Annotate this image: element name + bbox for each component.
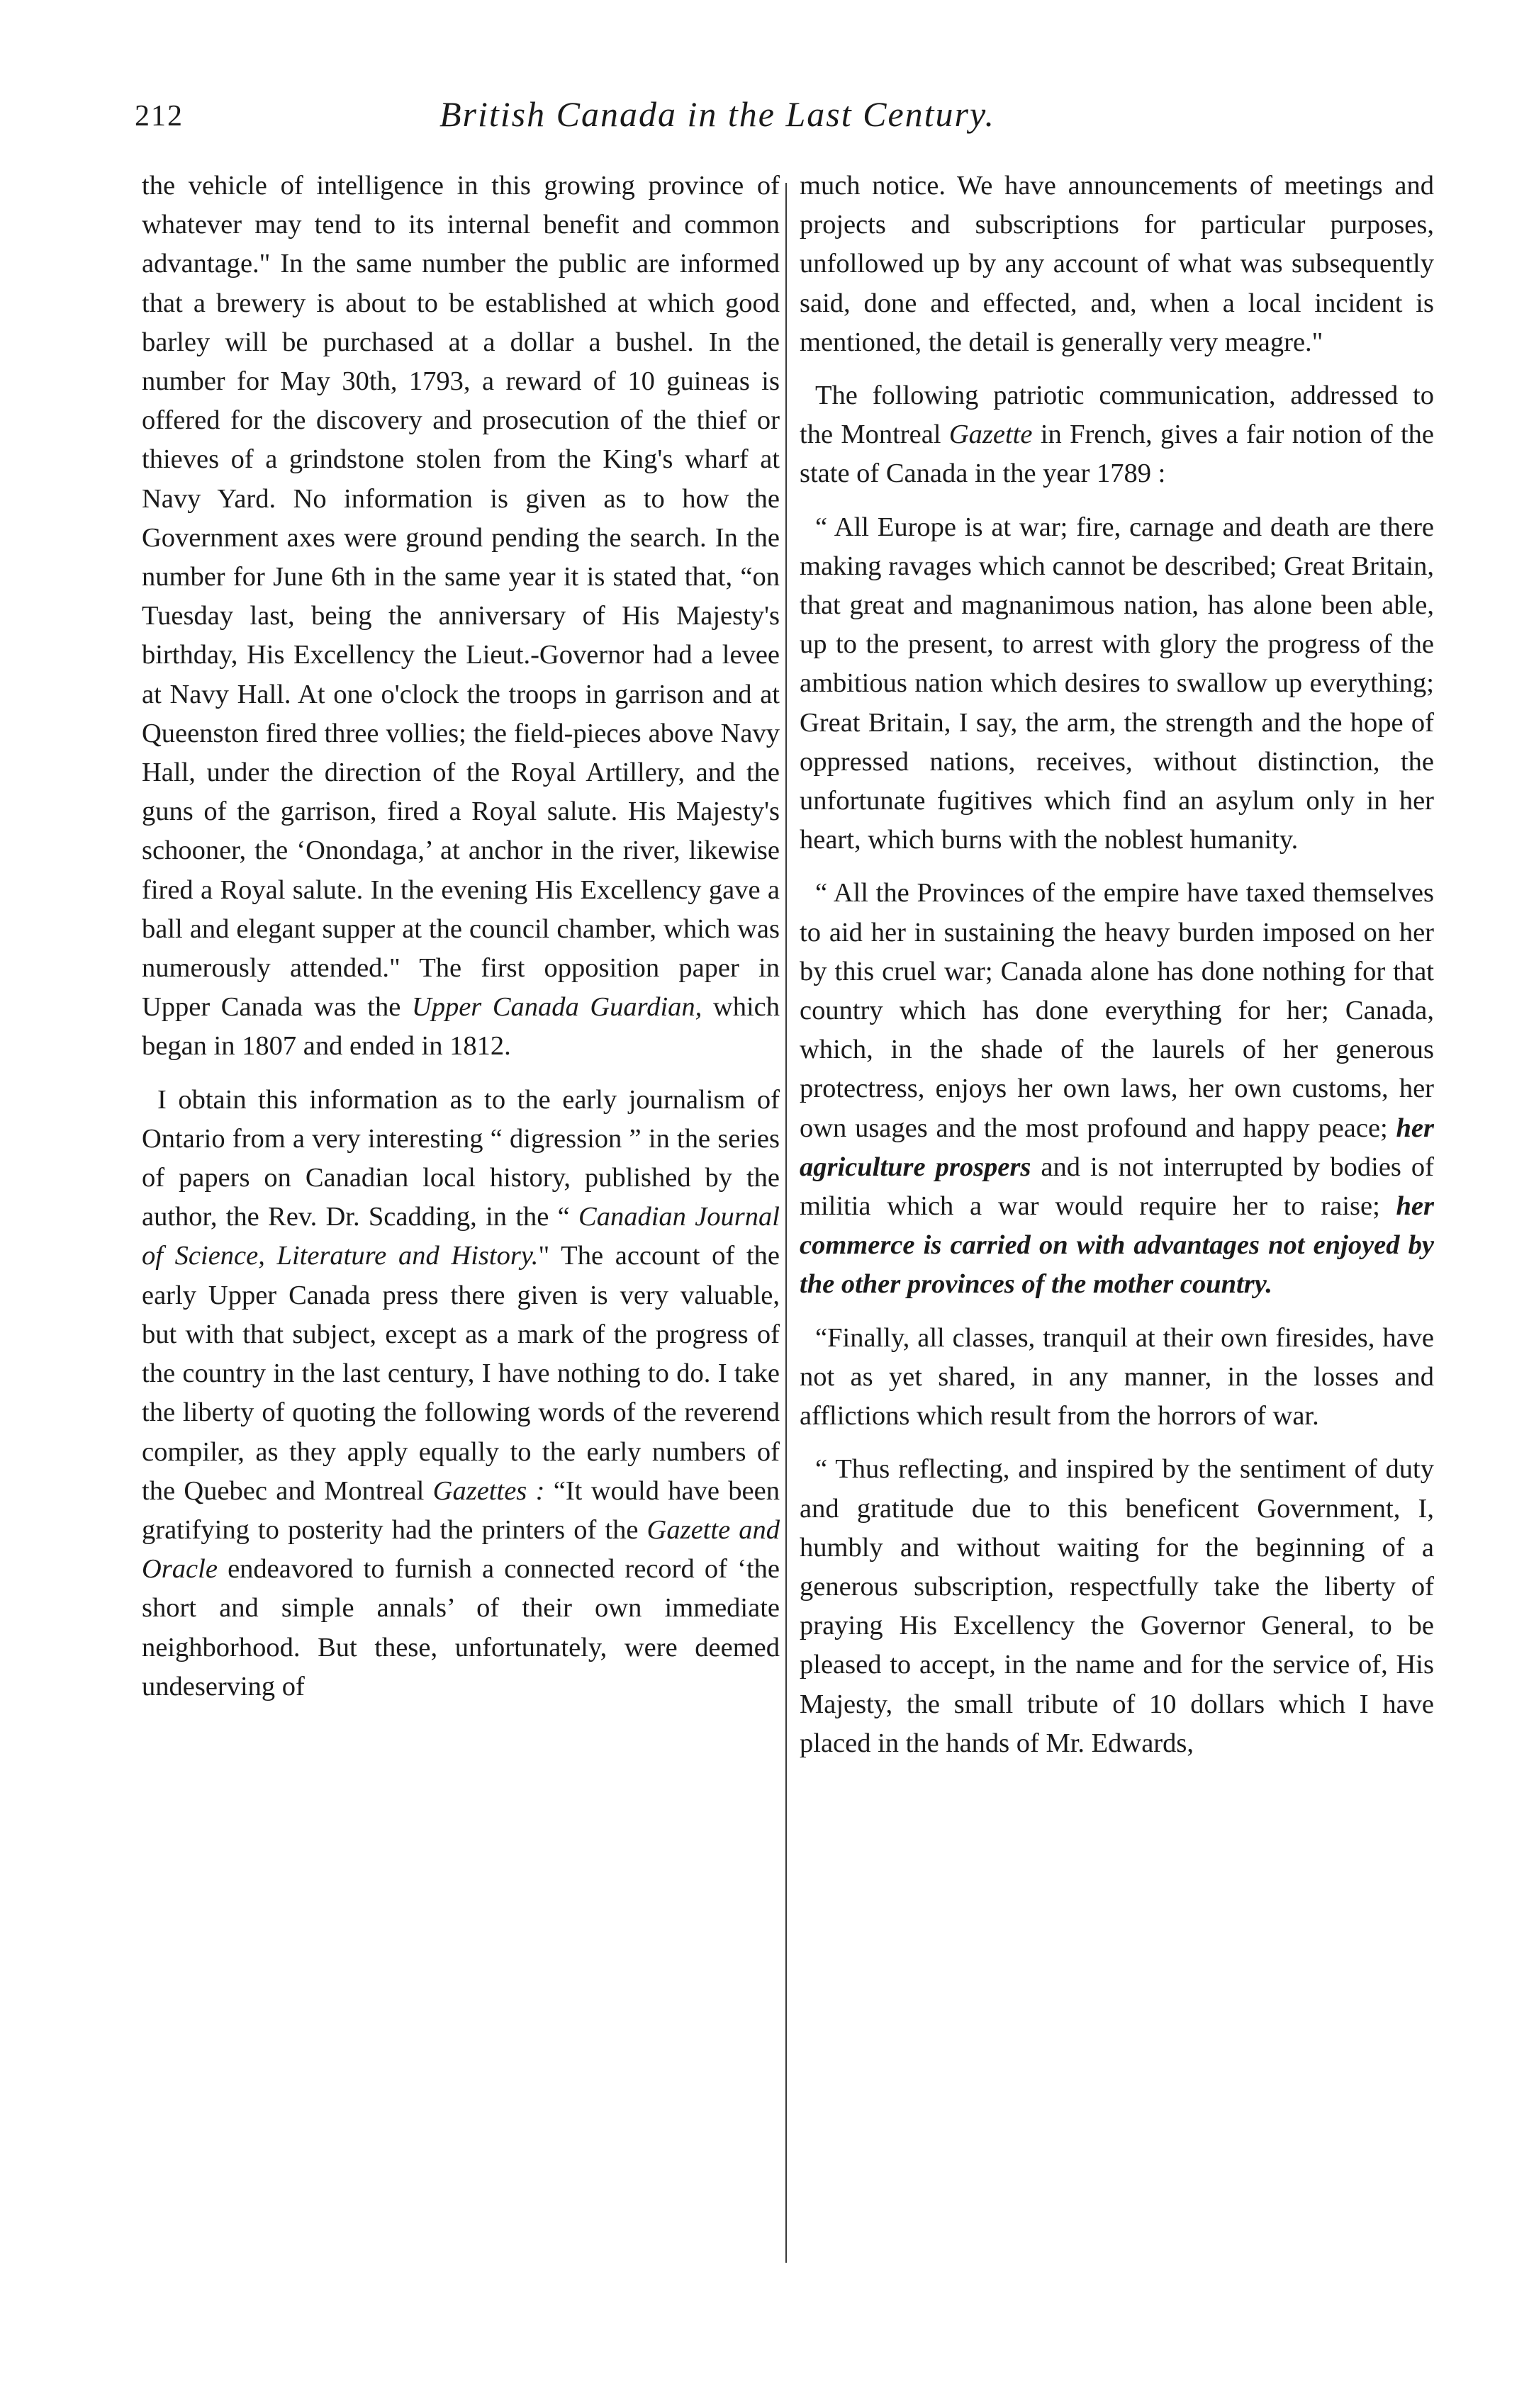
right-p4-emphasis-commerce: her commerce is carried on with advantages not enjoyed by the other provinces of the mother country. <box>800 1191 1434 1300</box>
right-column <box>800 167 1434 2285</box>
left-p1-italic-title: Upper Canada Guardian, <box>411 992 702 1023</box>
left-column <box>142 167 780 2285</box>
left-p2-text: I obtain this information as to the early journalism of Ontario from a very interesting “ digression ” in the series of papers on Canadian local history, published by the author, the Rev. Dr. Scadding, in the “ <box>142 1084 780 1232</box>
right-p4-text: “ All the Provinces of the empire have taxed themselves to aid her in sustaining the heavy burden imposed on her by this cruel war; Canada alone has done nothing for that country which has done everything for her; Canada, which, in the shade of the laurels of her generous protectress, enjoys her own laws, her own customs, her own usages and the most profound and happy peace; <box>800 878 1434 1143</box>
left-p2-text-4: endeavored to furnish a connected record of ‘the short and simple annals’ of their own immediate neighborhood. But these, unfortunately, were deemed undeserving of <box>142 1554 780 1701</box>
right-paragraph-2 <box>800 376 1434 494</box>
right-p2-italic-gazette: Gazette <box>948 420 1033 450</box>
left-p2-italic-oracle: Gazette and Oracle <box>142 1514 780 1585</box>
column-divider <box>785 183 787 2263</box>
right-p2-text: The following patriotic communication, addressed to the Montreal <box>800 381 1434 450</box>
left-paragraph-2 <box>142 1081 780 1706</box>
right-p4-text-2: and is not interrupted by bodies of militia which a war would require her to raise; <box>800 1152 1434 1222</box>
left-p2-italic-journal: Canadian Journal of Science, Literature and History. <box>142 1202 780 1271</box>
right-paragraph-5: “Finally, all classes, tranquil at their own firesides, have not as yet shared, in any manner, in the losses and afflictions which result from the horrors of war. <box>800 1322 1434 1431</box>
page-number: 212 <box>135 100 184 133</box>
right-p4-emphasis-agriculture: her agriculture prospers <box>800 1113 1434 1182</box>
right-paragraph-4 <box>800 874 1434 1304</box>
left-p2-text-3: “It would have been gratifying to posterity had the printers of the <box>142 1475 780 1545</box>
right-paragraph-3: “ All Europe is at war; fire, carnage and death are there making ravages which cannot be described; Great Britain, that great and magnanimous nation, has alone been able, up to the present, to arrest with glory the progress of the ambitious nation which desires to swallow up everything; Great Britain, I say, the arm, the strength and the hope of oppressed nations, receives, without distinction, the unfortunate fugitives which find an asylum only in her heart, which burns with the noblest humanity. <box>800 512 1434 855</box>
page-header <box>135 91 1141 154</box>
left-p2-text-2: " The account of the early Upper Canada press there given is very valuable, but with that subject, except as a mark of the progress of the country in the last century, I have nothing to do. I take the liberty of quoting the following words of the reverend compiler, as they apply equally to the early numbers of the Quebec and Montreal <box>142 1241 780 1506</box>
left-paragraph-1 <box>142 167 780 1067</box>
left-p1-text: the vehicle of intelligence in this growing province of whatever may tend to its internal benefit and common advantage." In the same number the public are informed that a brewery is about to be established at which good barley will be purchased at a dollar a bushel. In the number for May 30th, 1793, a reward of 10 guineas is offered for the discovery and prosecution of the thief or thieves of a grindstone stolen from the King's wharf at Navy Yard. No information is given as to how the Government axes were ground pending the search. In the number for June 6th in the same year it is stated that, “on Tuesday last, being the anniversary of His Majesty's birthday, His Excellency the Lieut.-Governor had a levee at Navy Hall. At one o'clock the troops in garrison and at Queenston fired three vollies; the field-pieces above Navy Hall, under the direction of the Royal Artillery, and the guns of the garrison, fired a Royal salute. His Majesty's schooner, the ‘Onondaga,’ at anchor in the river, likewise fired a Royal salute. In the evening His Excellency gave a ball and elegant supper at the council chamber, which was numerously attended." The first opposition paper in Upper Canada was the <box>142 171 780 1023</box>
running-title: British Canada in the Last Century. <box>439 94 995 134</box>
left-p2-italic-gazettes: Gazettes : <box>432 1475 545 1506</box>
right-paragraph-6: “ Thus reflecting, and inspired by the sentiment of duty and gratitude due to this beneficent Government, I, humbly and without waiting for the beginning of a generous subscription, respectfully take the liberty of praying His Excellency the Governor General, to be pleased to accept, in the name and for the service of, His Majesty, the small tribute of 10 dollars which I have placed in the hands of Mr. Edwards, <box>800 1454 1434 1758</box>
right-p2-text-end: in French, gives a fair notion of the state of Canada in the year 1789 : <box>800 420 1434 489</box>
left-p1-text-end: which began in 1807 and ended in 1812. <box>142 992 780 1062</box>
right-paragraph-1: much notice. We have announcements of meetings and projects and subscriptions for particular purposes, unfollowed up by any account of what was subsequently said, done and effected, and, when a local incident is mentioned, the detail is generally very meagre." <box>800 171 1434 357</box>
